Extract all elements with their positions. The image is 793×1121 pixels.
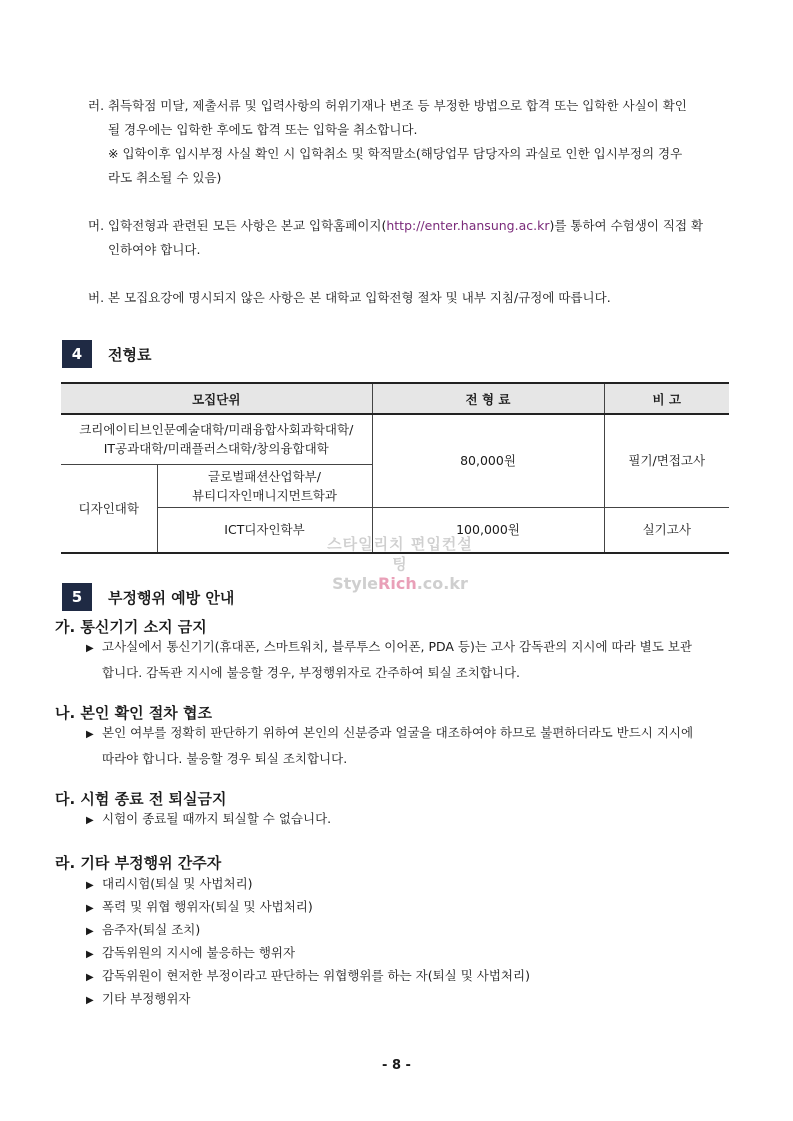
row2-dept	[157, 464, 372, 507]
ra-item-text: 기타 부정행위자	[102, 991, 191, 1006]
note-ma-prefix: 머. 입학전형과 관련된 모든 사항은 본교 입학홈페이지(	[88, 218, 387, 233]
ra-item-text: 폭력 및 위협 행위자(퇴실 및 사법처리)	[102, 899, 313, 914]
header-note: 비 고	[604, 383, 729, 414]
row2-dept-line2: 뷰티디자인매니지먼트학과	[192, 487, 337, 503]
admission-homepage-link[interactable]: http://enter.hansung.ac.kr	[386, 218, 550, 233]
ga-line1: 고사실에서 통신기기(휴대폰, 스마트워치, 블루투스 이어폰, PDA 등)는 고사 감독관의 지시에 따라 별도 보관	[102, 639, 692, 654]
row1-unit-line1: 크리에이티브인문예술대학/미래융합사회과학대학/	[79, 422, 354, 438]
ra-list	[86, 873, 530, 1011]
note-ra-note1: ※ 입학이후 입시부정 사실 확인 시 입학취소 및 학적말소(해당업무 담당자의 과실로 인한 입시부정의 경우	[108, 146, 683, 161]
watermark	[320, 534, 480, 594]
triangle-bullet-icon: ▶	[86, 949, 94, 960]
triangle-bullet-icon: ▶	[86, 995, 94, 1006]
note-ra-note2: 라도 취소될 수 있음)	[108, 170, 222, 185]
triangle-bullet-icon: ▶	[86, 643, 94, 654]
header-fee: 전 형 료	[372, 383, 604, 414]
section5-heading	[62, 583, 234, 611]
ra-item-text: 감독위원의 지시에 불응하는 행위자	[102, 945, 296, 960]
watermark-domain: .co.kr	[416, 574, 468, 593]
subsection-ga-text	[86, 635, 738, 685]
watermark-rich: Rich	[378, 574, 417, 593]
note-ma	[88, 214, 738, 262]
list-item	[86, 965, 530, 988]
section5-title: 부정행위 예방 안내	[108, 588, 235, 607]
watermark-line2	[320, 574, 480, 594]
row2-dept-line1: 글로벌패션산업학부/	[208, 468, 321, 484]
header-unit: 모집단위	[61, 383, 372, 414]
triangle-bullet-icon: ▶	[86, 815, 94, 826]
triangle-bullet-icon: ▶	[86, 903, 94, 914]
na-line2: 따라야 합니다. 불응할 경우 퇴실 조치합니다.	[102, 751, 348, 766]
fee-table	[61, 382, 729, 554]
section5-number: 5	[62, 583, 92, 611]
list-item	[86, 988, 530, 1011]
note-ra-line1: 러. 취득학점 미달, 제출서류 및 입력사항의 허위기재나 변조 등 부정한 방법으로 합격 또는 입학한 사실이 확인	[88, 98, 687, 113]
list-item	[86, 942, 530, 965]
triangle-bullet-icon: ▶	[86, 972, 94, 983]
note-ra	[88, 94, 738, 190]
triangle-bullet-icon: ▶	[86, 729, 94, 740]
note-ma-line2: 인하여야 합니다.	[108, 242, 201, 257]
row3-note: 실기고사	[604, 507, 729, 553]
list-item	[86, 873, 530, 896]
fee-table-header	[61, 383, 729, 414]
ra-item-text: 음주자(퇴실 조치)	[102, 922, 201, 937]
ra-item-text: 대리시험(퇴실 및 사법처리)	[102, 876, 253, 891]
triangle-bullet-icon: ▶	[86, 880, 94, 891]
triangle-bullet-icon: ▶	[86, 926, 94, 937]
ga-line2: 합니다. 감독관 지시에 불응할 경우, 부정행위자로 간주하여 퇴실 조치합니다.	[102, 665, 521, 680]
da-line1: 시험이 종료될 때까지 퇴실할 수 없습니다.	[102, 811, 332, 826]
note-beo-text: 버. 본 모집요강에 명시되지 않은 사항은 본 대학교 입학전형 절차 및 내부 지침/규정에 따릅니다.	[88, 290, 611, 305]
subsection-ga-heading: 가. 통신기기 소지 금지	[55, 618, 207, 636]
row1-note: 필기/면접고사	[604, 414, 729, 507]
design-college: 디자인대학	[61, 464, 157, 553]
subsection-na-heading: 나. 본인 확인 절차 협조	[55, 704, 212, 722]
subsection-ra-heading: 라. 기타 부정행위 간주자	[55, 854, 222, 872]
row3-dept: ICT디자인학부	[157, 507, 372, 553]
subsection-na-text	[86, 721, 738, 771]
row1-fee: 80,000원	[372, 414, 604, 507]
section4-title: 전형료	[108, 345, 152, 364]
row1-unit	[61, 414, 372, 464]
watermark-line1: 스타일리치 편입컨설팅	[327, 535, 473, 573]
note-ma-suffix: )를 통하여 수험생이 직접 확	[549, 218, 704, 233]
subsection-da-heading: 다. 시험 종료 전 퇴실금지	[55, 790, 227, 808]
ra-item-text: 감독위원이 현저한 부정이라고 판단하는 위협행위를 하는 자(퇴실 및 사법처리)	[102, 968, 530, 983]
na-line1: 본인 여부를 정확히 판단하기 위하여 본인의 신분증과 얼굴을 대조하여야 하므로 불편하더라도 반드시 지시에	[102, 725, 694, 740]
row3-fee: 100,000원	[372, 507, 604, 553]
watermark-style: Style	[332, 574, 379, 593]
table-row	[61, 414, 729, 464]
list-item	[86, 919, 530, 942]
subsection-da-text	[86, 807, 738, 833]
row1-unit-line2: IT공과대학/미래플러스대학/창의융합대학	[103, 441, 329, 457]
section4-number: 4	[62, 340, 92, 368]
note-ra-line2: 될 경우에는 입학한 후에도 합격 또는 입학을 취소합니다.	[108, 122, 418, 137]
page-number: - 8 -	[382, 1058, 411, 1073]
list-item	[86, 896, 530, 919]
section4-heading	[62, 340, 151, 368]
note-beo	[88, 286, 738, 310]
